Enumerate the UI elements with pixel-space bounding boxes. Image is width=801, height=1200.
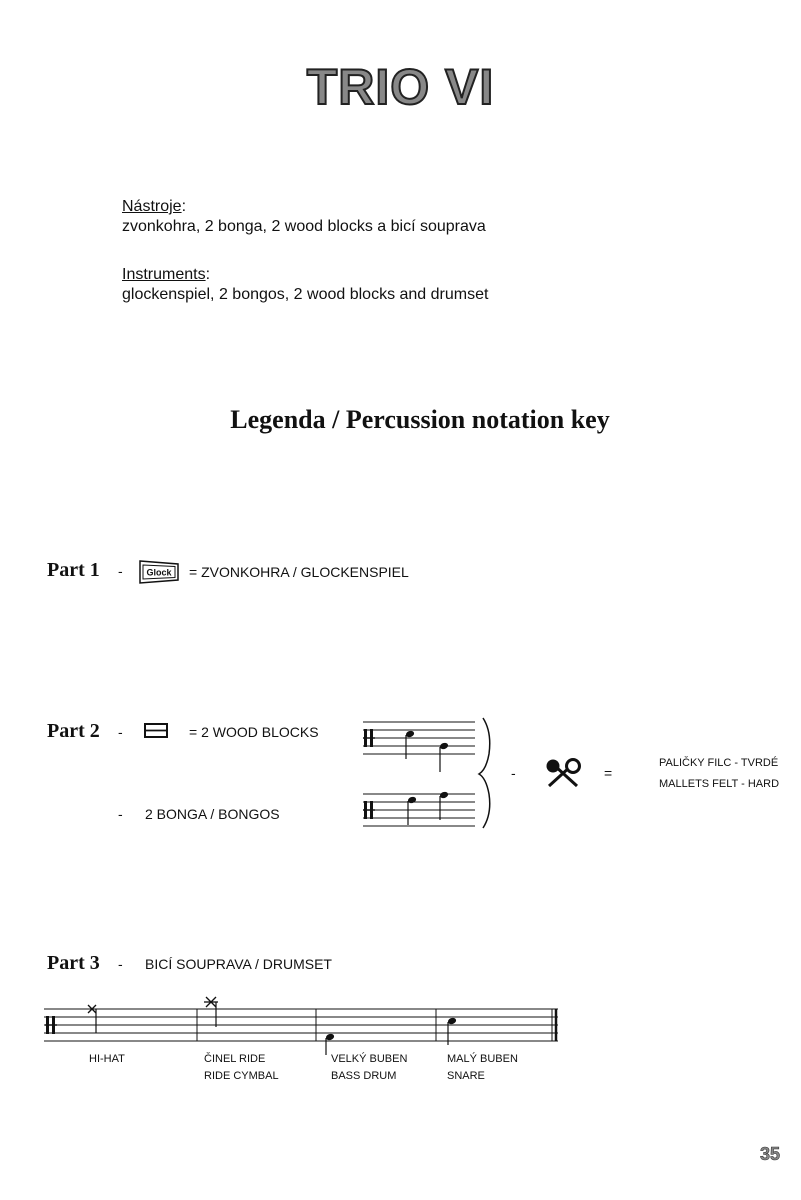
drumset-staff (40, 995, 570, 1055)
part2-bongos-dash: - (118, 806, 123, 822)
part2-woodblocks-text: = 2 WOOD BLOCKS (189, 724, 319, 740)
percussion-clef-icon (363, 801, 375, 819)
part1-label: Part 1 (47, 559, 100, 581)
legend-title: Legenda / Percussion notation key (230, 405, 610, 434)
part2-mallets-dash: - (511, 765, 516, 781)
page-title: TRIO VI (306, 59, 495, 115)
glockenspiel-icon (139, 560, 179, 584)
drum-label-en: RIDE CYMBAL (204, 1070, 279, 1082)
drum-label-en: SNARE (447, 1070, 485, 1082)
page-number: 35 (760, 1144, 781, 1164)
drum-label-hi-hat (89, 1051, 125, 1068)
part2-bongos-text: 2 BONGA / BONGOS (145, 806, 280, 822)
bongos-staff (363, 791, 475, 826)
part1-text: = ZVONKOHRA / GLOCKENSPIEL (189, 564, 409, 580)
part2-staff-group (355, 712, 500, 832)
part3-label: Part 3 (47, 952, 100, 974)
instruments-cz-list: zvonkohra, 2 bonga, 2 wood blocks a bicí souprava (122, 218, 486, 235)
drum-label-cz: VELKÝ BUBEN (331, 1053, 408, 1065)
percussion-clef-icon (45, 1016, 57, 1034)
instruments-cz (122, 198, 486, 236)
drum-label-cz: MALÝ BUBEN (447, 1053, 518, 1065)
drum-label-cz: HI-HAT (89, 1053, 125, 1065)
staff-brace (479, 718, 490, 828)
instruments-cz-colon: : (181, 198, 187, 215)
drum-label-en: BASS DRUM (331, 1070, 397, 1082)
woodblock-staff (363, 722, 475, 772)
drum-label-ride (204, 1051, 279, 1085)
drum-label-bass-drum (331, 1051, 407, 1085)
instruments-cz-heading: Nástroje (122, 198, 182, 215)
instruments-en-heading: Instruments (122, 266, 206, 283)
part1-dash: - (118, 563, 123, 579)
mallets-legend (659, 755, 779, 793)
crossed-mallets-icon (545, 758, 581, 790)
mallets-line-en: MALLETS FELT - HARD (659, 778, 780, 790)
part2-dash: - (118, 724, 123, 740)
part2-label: Part 2 (47, 720, 100, 742)
glockenspiel-icon-text: Glock (146, 567, 172, 578)
part2-mallets-equals: = (604, 765, 613, 781)
instruments-en (122, 266, 488, 304)
instruments-en-list: glockenspiel, 2 bongos, 2 wood blocks and drumset (122, 286, 489, 303)
drum-label-cz: ČINEL RIDE (204, 1053, 266, 1065)
part3-text: BICÍ SOUPRAVA / DRUMSET (145, 956, 332, 972)
wood-block-icon (144, 723, 174, 739)
percussion-clef-icon (363, 729, 375, 747)
mallets-line-cz: PALIČKY FILC - TVRDÉ (659, 757, 779, 769)
drum-label-snare (447, 1051, 518, 1085)
part3-dash: - (118, 956, 123, 972)
ride-cymbal-note (204, 997, 218, 1027)
instruments-en-colon: : (205, 266, 211, 283)
